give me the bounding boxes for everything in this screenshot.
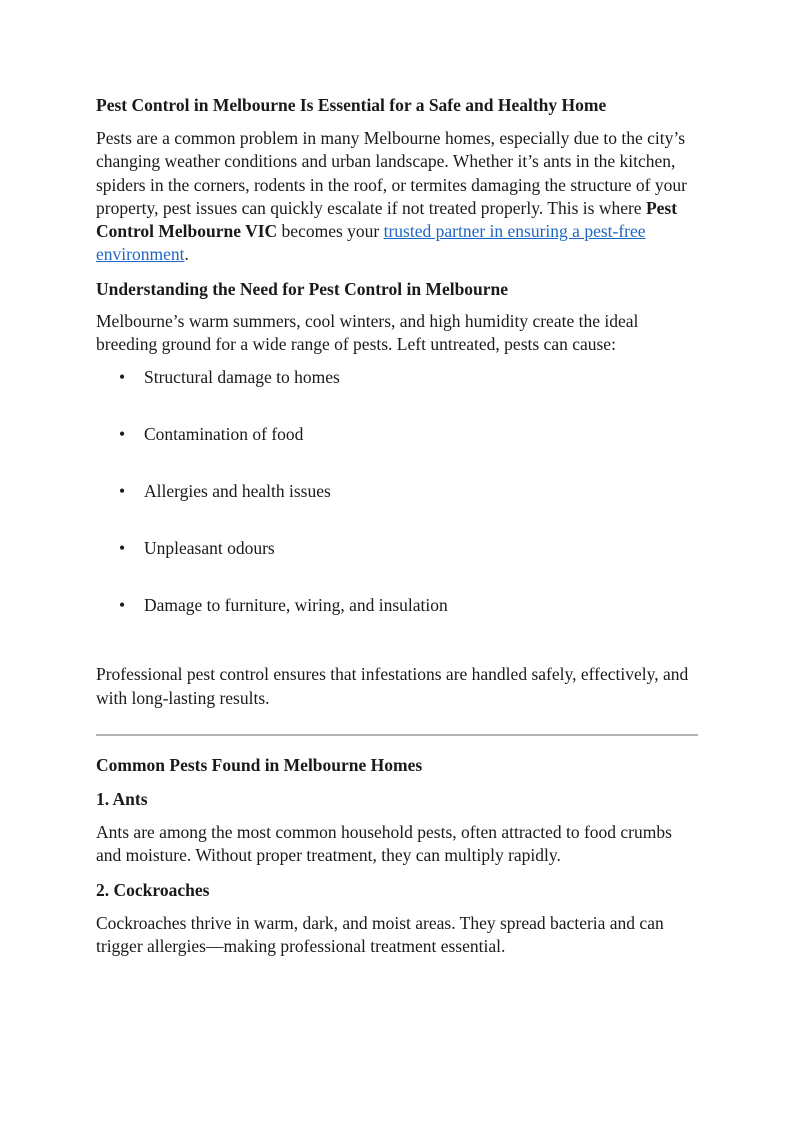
intro-bold-service: Pest Control Melbourne VIC [96, 197, 678, 242]
list-item-text: Damage to furniture, wiring, and insulation [144, 595, 448, 616]
list-item-text: Contamination of food [144, 424, 304, 445]
list-item-text: Structural damage to homes [144, 367, 340, 388]
list-item [96, 480, 698, 537]
list-item [96, 594, 698, 651]
list-item [96, 537, 698, 594]
bullet-glyph: • [119, 595, 126, 616]
section-divider [96, 734, 698, 736]
trusted-partner-link[interactable]: trusted partner in ensuring a pest-free environment [96, 221, 646, 265]
bullet-glyph: • [119, 424, 126, 445]
pest-text-cockroaches: Cockroaches thrive in warm, dark, and moist areas. They spread bacteria and can trigger allergies—making professional treatment essential. [96, 912, 664, 956]
intro-paragraph [96, 127, 698, 267]
section-heading-pest-control: Pest Control in Melbourne Is Essential for a Safe and Healthy Home [96, 95, 607, 115]
pest-damage-list [96, 366, 698, 651]
intro-text-mid: becomes your [277, 221, 384, 242]
list-item-text: Allergies and health issues [144, 481, 331, 502]
list-item [96, 423, 698, 480]
pest-text-ants: Ants are among the most common household pests, often attracted to food crumbs and moisture. Without proper treatment, they can multiply rapidly. [96, 821, 672, 866]
intro-text-end: . [184, 244, 189, 265]
closing-paragraph: Professional pest control ensures that infestations are handled safely, effectively, and with long-lasting results. [96, 664, 689, 708]
pest-title-ants: 1. Ants [96, 788, 148, 809]
bullet-glyph: • [119, 367, 126, 388]
bullet-glyph: • [119, 538, 126, 559]
list-item [96, 366, 698, 423]
document-page [96, 93, 698, 958]
section-heading-need: Understanding the Need for Pest Control in Melbourne [96, 278, 509, 299]
pest-title-cockroaches: 2. Cockroaches [96, 879, 210, 900]
section-heading-common-pests: Common Pests Found in Melbourne Homes [96, 754, 423, 775]
intro-text: Pests are a common problem in many Melbourne homes, especially due to the city’s changing weather conditions and urban landscape. Whether it’s ants in the kitchen, spiders in the corners, rodents in the roof, or termites damaging the structure of your property, pest issues can quickly escalate if not treated properly. This is where [96, 128, 687, 218]
bullet-glyph: • [119, 481, 126, 502]
list-item-text: Unpleasant odours [144, 538, 275, 559]
need-intro-paragraph: Melbourne’s warm summers, cool winters, and high humidity create the ideal breeding ground for a wide range of pests. Left untreated, pests can cause: [96, 310, 639, 355]
